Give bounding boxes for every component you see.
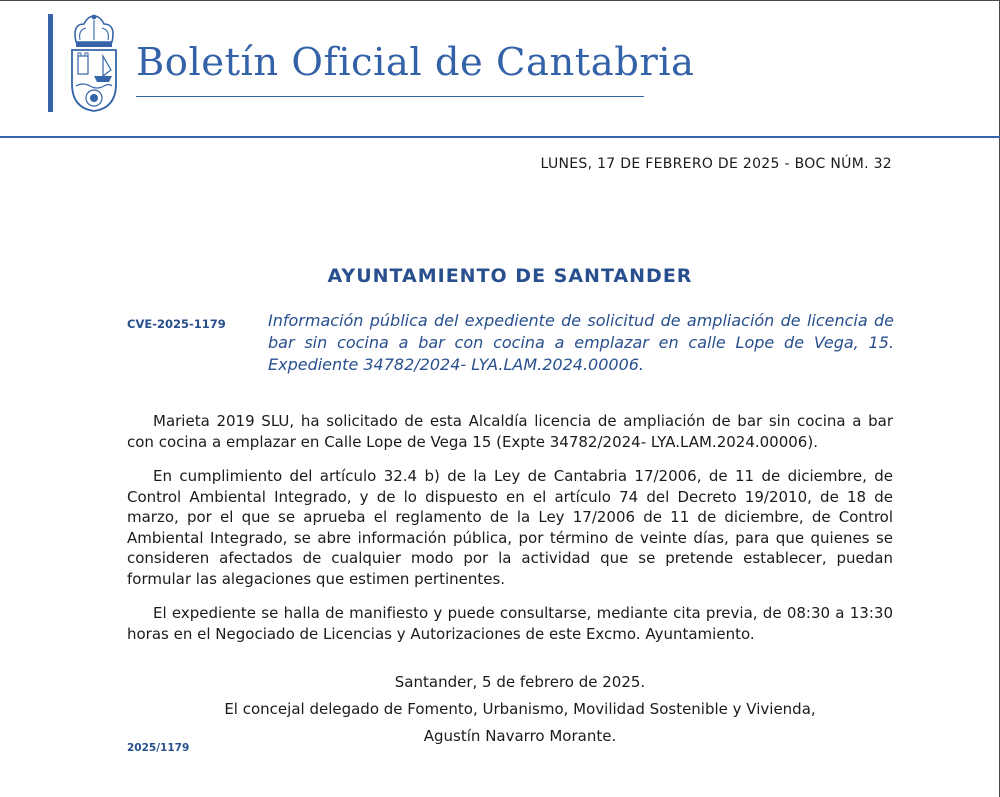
signature-name: Agustín Navarro Morante. (423, 727, 617, 745)
signature-place-date: Santander, 5 de febrero de 2025. (394, 673, 646, 691)
notice-summary: Información pública del expediente de solicitud de ampliación de licencia de bar sin cocina a bar con cocina a emplazar en calle Lope de Vega, 15. Expediente 34782/2024- LYA.LAM.2024.00006. (268, 311, 894, 374)
body-paragraph: Marieta 2019 SLU, ha solicitado de esta Alcaldía licencia de ampliación de bar sin cocina a bar con cocina a emplazar en Calle Lope de Vega 15 (Expte 34782/2024- LYA.LAM.2024.00006). (127, 412, 893, 451)
notice-reference: 2025/1179 (127, 742, 190, 754)
signature-role: El concejal delegado de Fomento, Urbanismo, Movilidad Sostenible y Vivienda, (224, 700, 816, 718)
issuer-heading: AYUNTAMIENTO DE SANTANDER (327, 265, 693, 287)
cve-code: CVE-2025-1179 (127, 317, 226, 331)
body-paragraph: En cumplimiento del artículo 32.4 b) de la Ley de Cantabria 17/2006, de 11 de diciembre, de Control Ambiental Integrado, y de lo dispuesto en el artículo 74 del Decreto 19/2010, de 18 de marzo, por el que se aprueba el reglamento de la Ley 17/2006 de 11 de diciembre, de Control Ambiental Integrado, se abre información pública, por término de veinte días, para que quienes se consideren afectados de cualquier modo por la actividad que se pretende establecer, puedan formular las alegaciones que estimen pertinentes. (127, 467, 893, 588)
bulletin-title: Boletín Oficial de Cantabria (136, 40, 695, 85)
notice-body (127, 411, 893, 658)
screen-frame-top (0, 0, 1000, 1)
issue-date-line: LUNES, 17 DE FEBRERO DE 2025 - BOC NÚM. 32 (540, 156, 892, 172)
title-underline (136, 96, 644, 97)
header-accent-bar (48, 14, 53, 112)
body-paragraph: El expediente se halla de manifiesto y puede consultarse, mediante cita previa, de 08:30 a 13:30 horas en el Negociado de Licencias y Autorizaciones de este Excmo. Ayuntamiento. (127, 604, 893, 643)
header-divider (0, 136, 1000, 138)
coat-of-arms-icon (64, 12, 124, 114)
signature-block (0, 669, 1000, 750)
